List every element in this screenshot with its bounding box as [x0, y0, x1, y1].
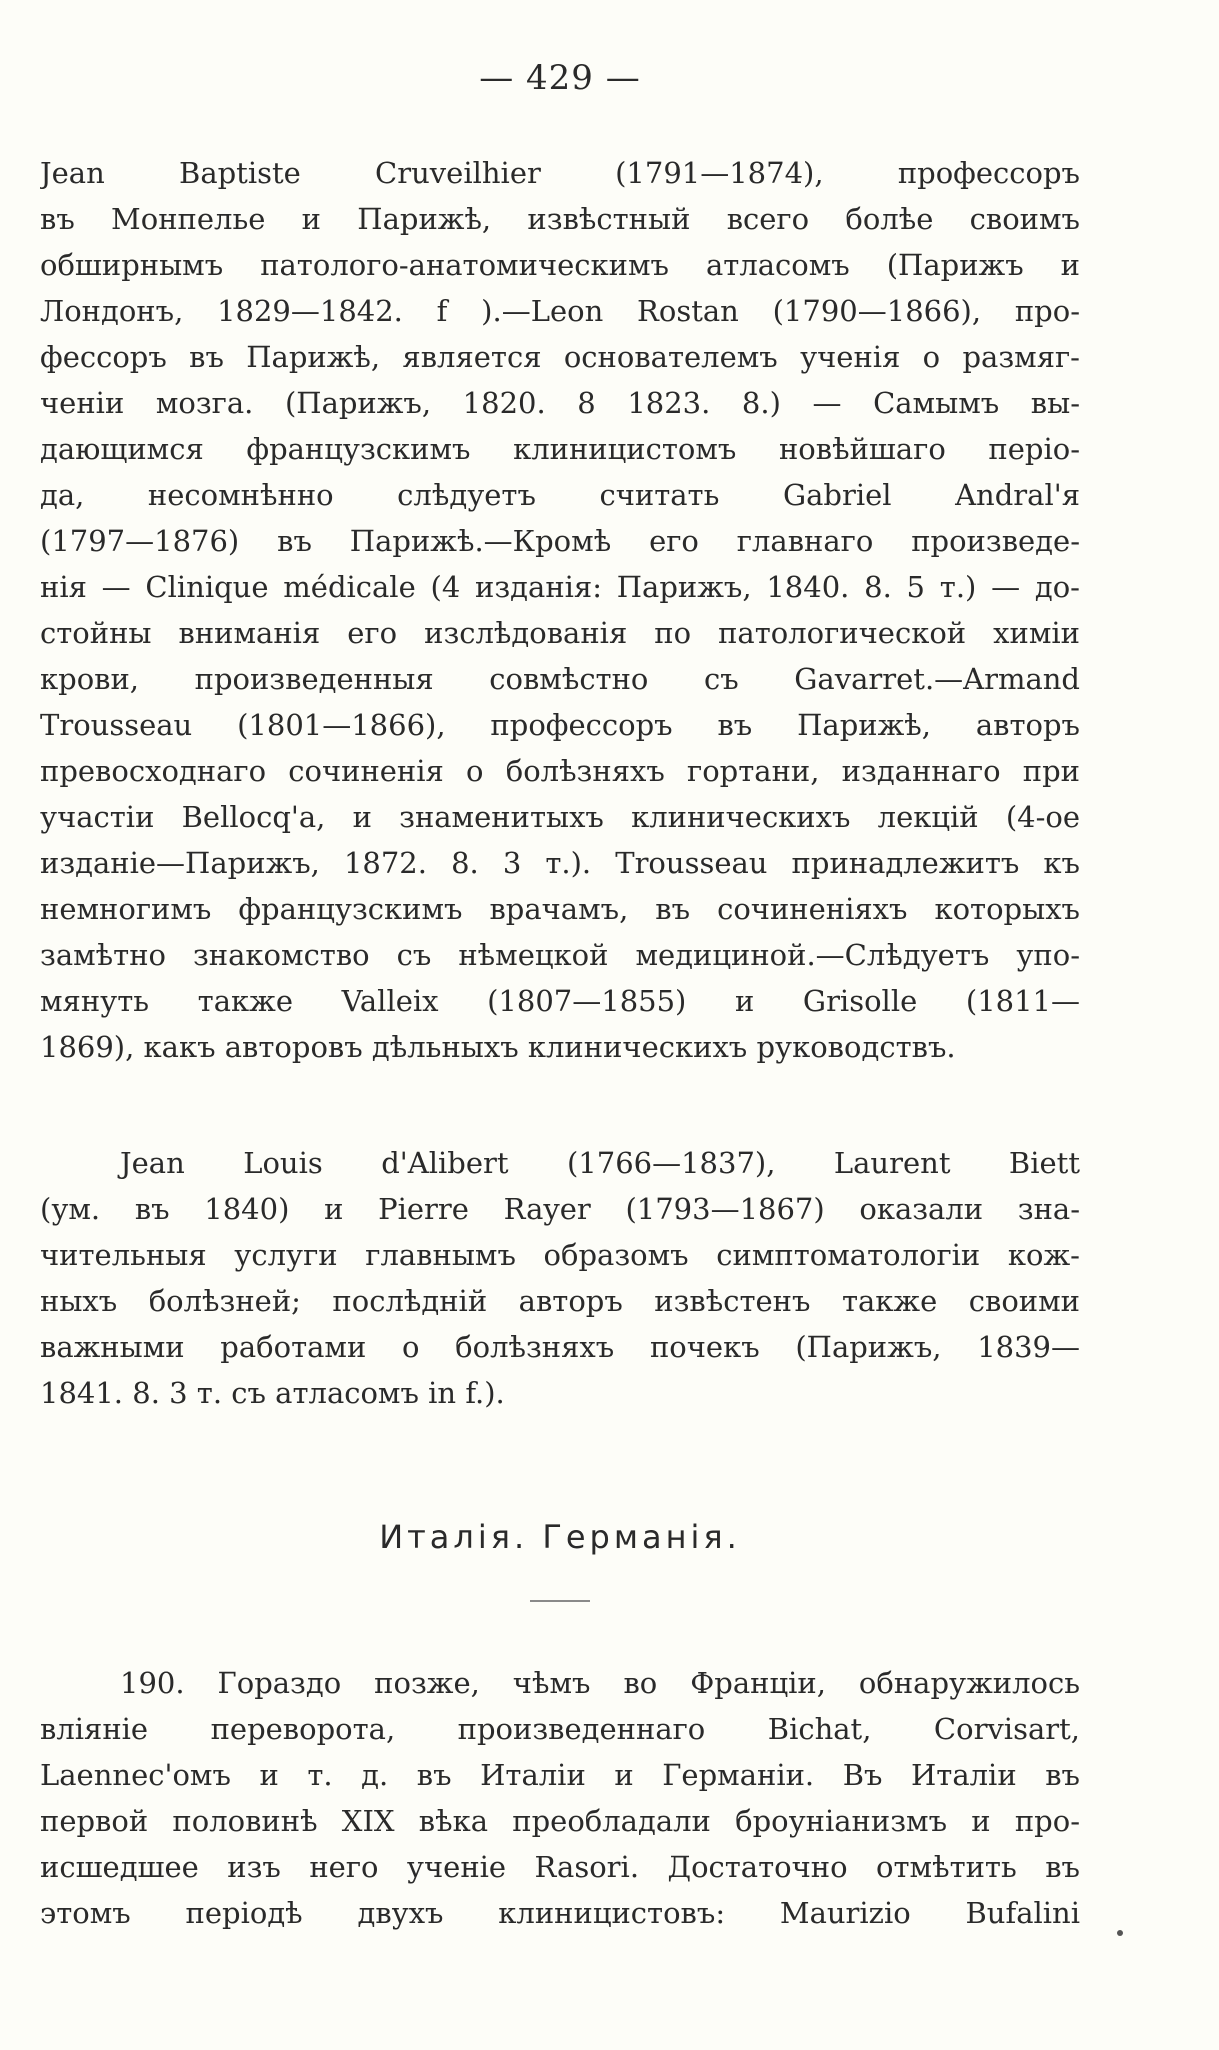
text-line: фессоръ въ Парижѣ, является основателемъ ученія о размяг-: [40, 340, 1080, 374]
text-line: (1797—1876) въ Парижѣ.—Кромѣ его главнаго произведе-: [40, 524, 1080, 558]
text-line: 1869), какъ авторовъ дѣльныхъ клиническихъ руководствъ.: [40, 1030, 956, 1064]
section-heading: Италія. Германія.: [379, 1518, 741, 1556]
text-line: этомъ періодѣ двухъ клиницистовъ: Maurizio Bufalini: [40, 1896, 1080, 1930]
text-line: замѣтно знакомство съ нѣмецкой медициной.—Слѣдуетъ упо-: [40, 938, 1080, 972]
text-line: первой половинѣ XIX вѣка преобладали броунiанизмъ и про-: [40, 1804, 1080, 1838]
text-line: чительныя услуги главнымъ образомъ симптоматологіи кож-: [40, 1238, 1080, 1272]
text-line: да, несомнѣнно слѣдуетъ считать Gabriel Andral'я: [40, 478, 1080, 512]
ink-speck: [1117, 1930, 1123, 1936]
text-line: нія — Clinique médicale (4 изданія: Парижъ, 1840. 8. 5 т.) — до-: [40, 570, 1080, 604]
text-line: Jean Baptiste Cruveilhier (1791—1874), профессоръ: [40, 156, 1080, 190]
text-line: 1841. 8. 3 т. съ атласомъ in f.).: [40, 1376, 505, 1410]
text-line: вліяніе переворота, произведеннаго Bichat, Corvisart,: [40, 1712, 1080, 1746]
text-line: ченіи мозга. (Парижъ, 1820. 8 1823. 8.) — Самымъ вы-: [40, 386, 1080, 420]
text-line: участіи Bellocq'а, и знаменитыхъ клиническихъ лекцій (4-ое: [40, 800, 1080, 834]
text-line: дающимся французскимъ клиницистомъ новѣйшаго перiо-: [40, 432, 1080, 466]
paragraph-3: [40, 1660, 1080, 1936]
text-line: въ Монпелье и Парижѣ, извѣстный всего болѣе своимъ: [40, 202, 1080, 236]
text-line: важными работами о болѣзняхъ почекъ (Парижъ, 1839—: [40, 1330, 1080, 1364]
text-line: немногимъ французскимъ врачамъ, въ сочиненіяхъ которыхъ: [40, 892, 1080, 926]
text-line: изданіе—Парижъ, 1872. 8. 3 т.). Trousseau принадлежитъ къ: [40, 846, 1080, 880]
text-line: обширнымъ патолого-анатомическимъ атласомъ (Парижъ и: [40, 248, 1080, 282]
text-line: мянуть также Valleix (1807—1855) и Grisolle (1811—: [40, 984, 1080, 1018]
text-line: стойны вниманія его изслѣдованія по патологической химiи: [40, 616, 1080, 650]
text-line: ныхъ болѣзней; послѣдній авторъ извѣстенъ также своими: [40, 1284, 1080, 1318]
text-line: превосходнаго сочиненія о болѣзняхъ гортани, изданнаго при: [40, 754, 1080, 788]
paragraph-1: [40, 150, 1080, 1070]
text-line: Jean Louis d'Alibert (1766—1837), Laurent Biett: [120, 1146, 1080, 1180]
text-line: 190. Гораздо позже, чѣмъ во Франціи, обнаружилось: [120, 1666, 1080, 1700]
text-line: Trousseau (1801—1866), профессоръ въ Парижѣ, авторъ: [40, 708, 1080, 742]
paragraph-2: [40, 1140, 1080, 1416]
page-number: — 429 —: [479, 58, 641, 98]
heading-divider: [530, 1600, 590, 1602]
text-line: Laennec'омъ и т. д. въ Италіи и Германіи. Въ Италіи въ: [40, 1758, 1080, 1792]
text-line: (ум. въ 1840) и Pierre Rayer (1793—1867) оказали зна-: [40, 1192, 1080, 1226]
book-page: [40, 40, 1080, 2000]
text-line: крови, произведенныя совмѣстно съ Gavarret.—Armand: [40, 662, 1080, 696]
text-line: Лондонъ, 1829—1842. f ).—Leon Rostan (1790—1866), про-: [40, 294, 1080, 328]
text-line: исшедшее изъ него ученіе Rasori. Достаточно отмѣтить въ: [40, 1850, 1080, 1884]
